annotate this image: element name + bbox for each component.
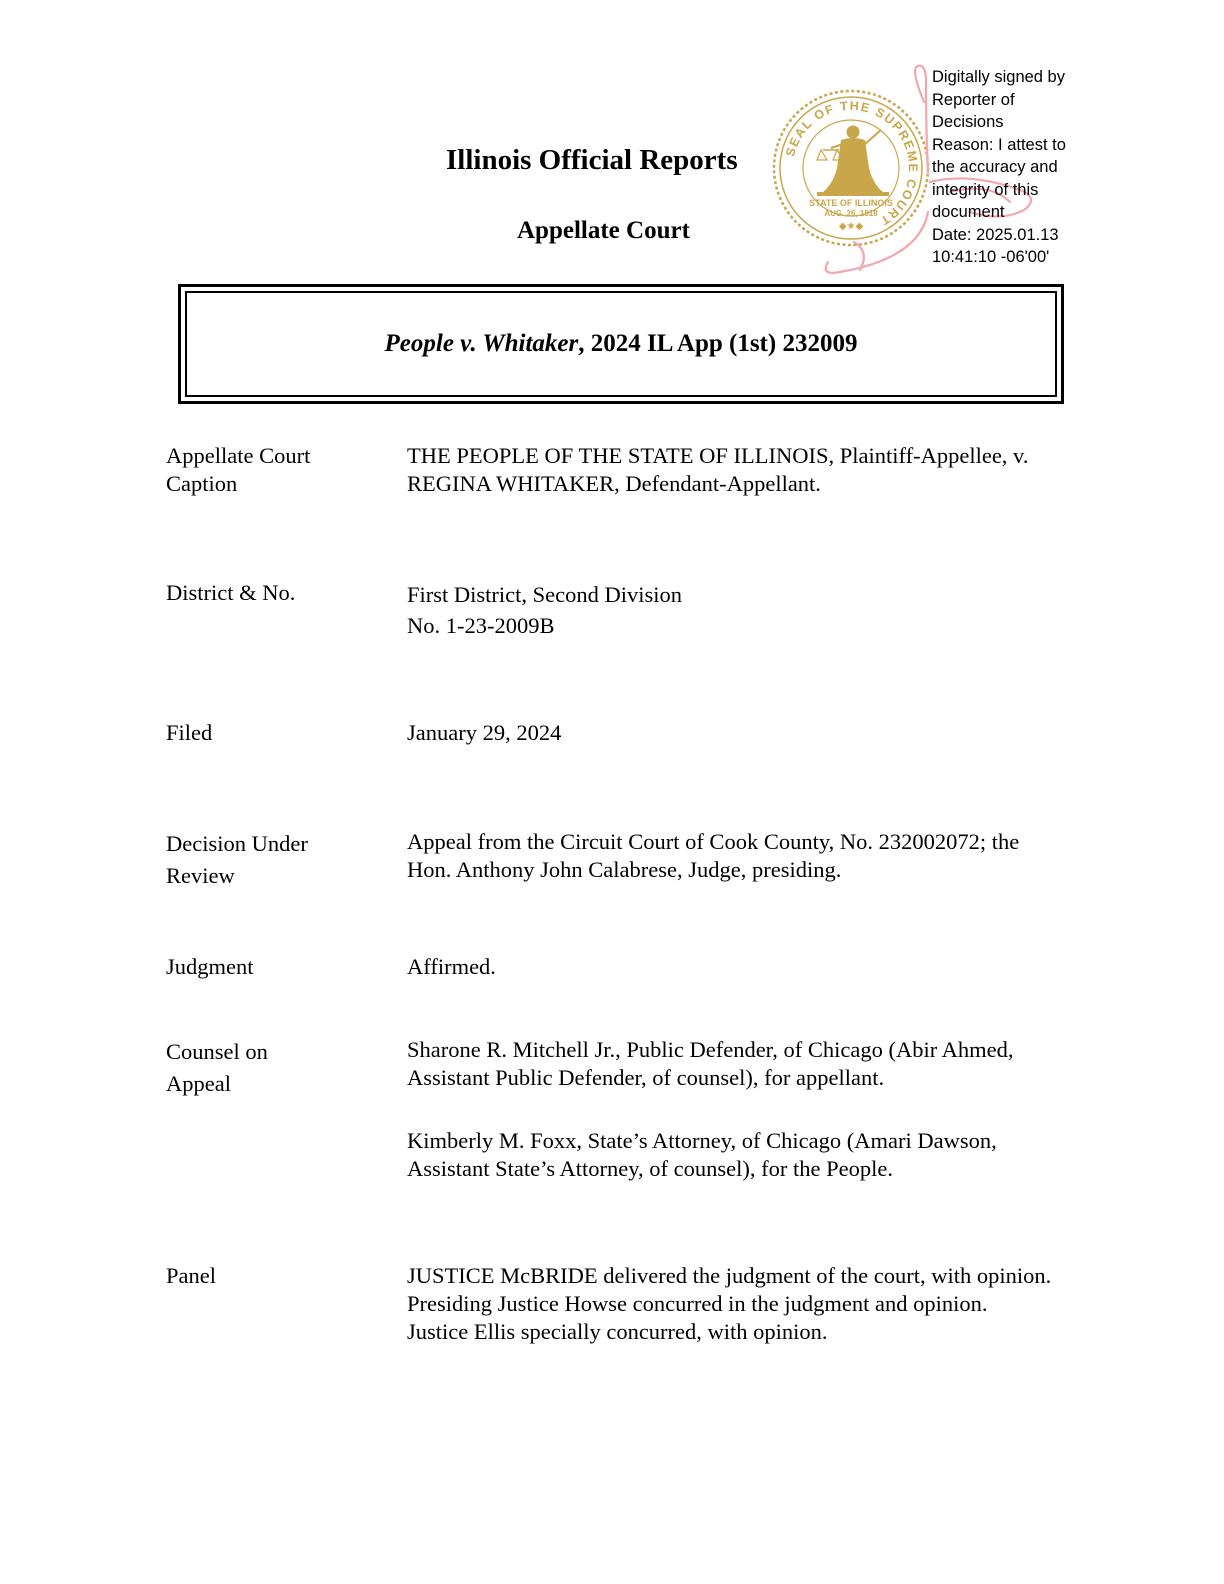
label-line: Counsel on [166,1039,268,1064]
case-cite: , 2024 IL App (1st) 232009 [578,330,858,357]
label-line: Judgment [166,954,254,979]
district-text: First District, Second Division [407,582,682,607]
district-label [166,579,386,607]
citation-box [178,284,1064,404]
panel-special-concurrence: Justice Ellis specially concurred, with opinion. [407,1319,828,1344]
label-line: Decision Under [166,831,308,856]
supreme-court-seal-icon [771,88,931,248]
seal-ring-text: SEAL OF THE SUPREME COURT [783,98,921,229]
filed-label [166,719,386,747]
caption-text: THE PEOPLE OF THE STATE OF ILLINOIS, Plaintiff-Appellee, v. REGINA WHITAKER, Defendant-Appellant. [407,443,1029,496]
label-line: District & No. [166,580,296,605]
district-value [407,579,1069,641]
decision-text: Appeal from the Circuit Court of Cook County, No. 232002072; the Hon. Anthony John Calabrese, Judge, presiding. [407,829,1020,882]
appellee-counsel: Kimberly M. Foxx, State’s Attorney, of Chicago (Amari Dawson, Assistant State’s Attorney, of counsel), for the People. [407,1128,997,1181]
signature-line: Date: 2025.01.13 [932,225,1059,244]
seal-state-text: STATE OF ILLINOIS [809,198,893,208]
signature-line: integrity of this [932,180,1039,199]
label-line: Appeal [166,1071,231,1096]
judgment-value [407,953,1069,981]
label-line: Panel [166,1263,216,1288]
counsel-value-people [407,1127,1069,1183]
docket-number: No. 1-23-2009B [407,613,555,638]
label-line: Caption [166,471,238,496]
label-line: Appellate Court [166,443,311,468]
filed-date: January 29, 2024 [407,720,562,745]
citation [185,291,1057,397]
digital-signature-block [932,66,1102,269]
judgment-text: Affirmed. [407,954,496,979]
signature-line: document [932,203,1005,221]
counsel-label [166,1036,386,1100]
signature-line: Reporter of [932,90,1015,109]
decision-label [166,828,386,892]
appellant-counsel: Sharone R. Mitchell Jr., Public Defender, of Chicago (Abir Ahmed, Assistant Public Defender, of counsel), for appellant. [407,1037,1014,1090]
label-line: Filed [166,720,213,745]
signature-line: 10:41:10 -06'00' [932,248,1050,266]
counsel-value [407,1036,1069,1092]
signature-line: Digitally signed by [932,68,1065,86]
report-title: Illinois Official Reports [446,144,738,176]
caption-label [166,442,386,498]
filed-value [407,719,1069,747]
judgment-label [166,953,386,981]
label-line: Review [166,863,235,888]
seal-date-text: AUG. 26, 1818 [824,209,878,218]
panel-delivering-justice: JUSTICE McBRIDE delivered the judgment of the court, with opinion. [407,1263,1052,1288]
decision-value [407,828,1069,884]
signature-line: the accuracy and [932,158,1058,176]
signature-line: Reason: I attest to [932,135,1066,154]
panel-value [407,1262,1069,1346]
signature-line: Decisions [932,113,1004,131]
svg-text:◆★◆: ◆★◆ [838,221,864,232]
court-name: Appellate Court [517,217,690,244]
caption-value [407,442,1069,498]
panel-concurring-justice: Presiding Justice Howse concurred in the judgment and opinion. [407,1291,988,1316]
panel-label [166,1262,386,1290]
case-name: People v. Whitaker [384,330,579,357]
